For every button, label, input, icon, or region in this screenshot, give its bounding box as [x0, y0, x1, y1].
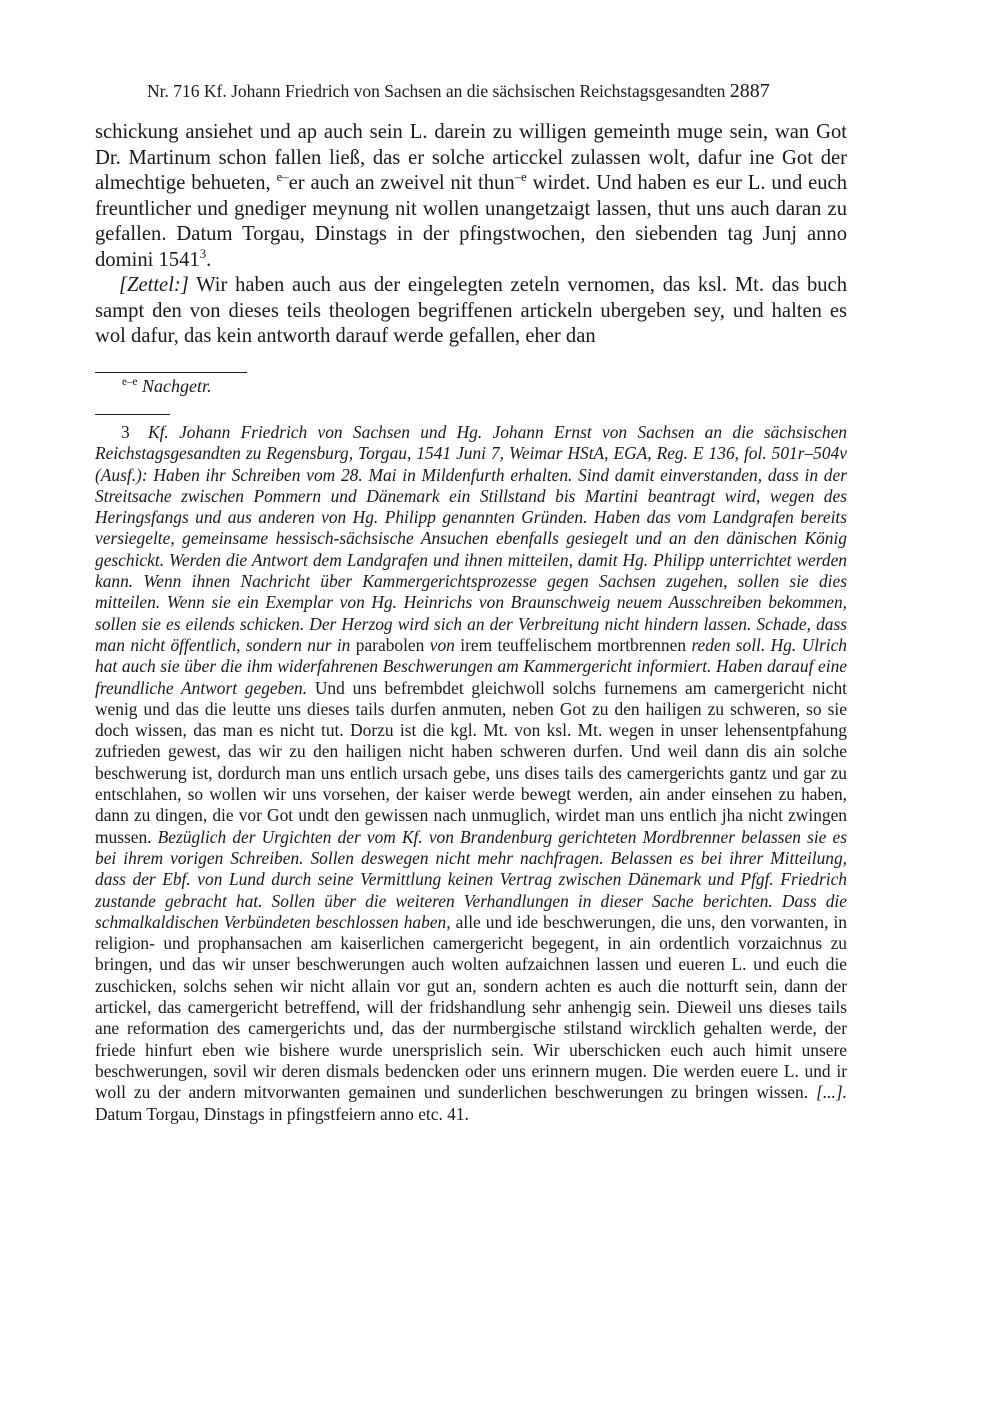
footnote-quote-text: parabolen — [355, 634, 425, 655]
footnote-summary-text: von — [429, 634, 455, 655]
main-text-run: schickung ansiehet und ap auch sein L. darein zu willigen gemeinth muge sein, wan Got Dr. Martinum schon fallen ließ, das er solche articckel zulassen wolt, dafur ine Got der almechtige behueten, — [95, 121, 847, 194]
main-text — [95, 120, 847, 350]
footnote-quote-text: alle und ide beschwerungen, die uns, den vorwanten, in religion- und prophansachen am kaiserlichen camergericht begegent, in ain ordentlich vorzaichnus zu bringen, und das wir unser beschwerungen auch wolten aufzaichnen lassen und eueren L. und euch die zuschicken, solchs sehen wir nicht allain vor gut an, sondern achten es auch die notturft sein, dann der artickel, das camergericht betreffend, will der fridshandlung sehr anhengig sein. Dieweil uns dieses tails ane reformation des camergerichts und, das der nurmbergische stilstand wircklich gehalten werde, der friede hinfurt eben wie bishere wurde unersprislich sein. Wir uberschicken euch auch himit unsere beschwerungen, sovil wir deren dismals bedencken oder uns erinnern mugen. Die werden euere L. und ir woll zu der andern mitvorwanten gemainen und sunderlichen beschwerungen zu bringen wissen. — [95, 911, 847, 1103]
main-paragraph — [95, 120, 847, 273]
variant-mark-open: e– — [276, 170, 289, 185]
main-text-run: wirdet. Und haben es eur L. und euch freuntlicher und gnediger meynung nit wollen unangetzaigt lassen, thut uns auch daran zu gefallen. Datum Torgau, Dinstags in der pfingstwochen, den siebenden tag Junj anno domini 1541 — [95, 172, 847, 271]
footnote-quote-text: irem teuffelischem mortbrennen — [460, 634, 687, 655]
apparatus-note — [122, 376, 211, 397]
apparatus-text: Nachgetr. — [141, 376, 212, 396]
apparatus-rule — [95, 372, 247, 373]
main-text-run: . — [206, 248, 212, 271]
main-text-run: Wir haben auch aus der eingelegten zeteln vernomen, das ksl. Mt. das buch sampt den von dieses teils theologen begriffenen artickeln ubergeben sey, und halten es wol dafur, das kein antworth darauf werde gefallen, eher dan — [95, 274, 847, 347]
footnote-quote-text: Und uns befrembdet gleichwoll solchs furnemens am camergericht nicht wenig und das die leutte uns dieses tails durfen anmuten, neben Got zu den hailigen zu schweren, so sie doch wissen, das man es nicht tut. Dorzu ist die kgl. Mt. von ksl. Mt. wegen in unser lehensentpfahung zufrieden gewest, das wir zu den hailigen nicht haben schweren durfen. Und weil dann dis ain solche beschwerung ist, dordurch man uns entlich ursach gebe, uns dises tails des camergerichts gantz und gar zu entschlahen, so wollen wir uns vorsehen, der kaiser werde bewegt werden, ain ander einsehen zu haben, dann zu dingen, die vor Got undt den gewissen nach unmuglich, wirdet man uns entlich jha nicht zwingen mussen. — [95, 677, 847, 847]
footnote-3 — [95, 422, 847, 1125]
page-number: 2887 — [729, 80, 770, 102]
zettel-paragraph — [95, 273, 847, 350]
footnote-summary-text: Kf. Johann Friedrich von Sachsen und Hg. Johann Ernst von Sachsen an die sächsischen Reichstagsgesandten zu Regensburg, Torgau, 1541 Juni 7, Weimar HStA, EGA, Reg. E 136, fol. 501r–504v (Ausf.): Haben ihr Schreiben vom 28. Mai in Mildenfurth erhalten. Sind damit einverstanden, dass in der Streitsache zwischen Pommern und Dänemark ein Stillstand bis Martini beantragt wird, wegen des Heringsfangs und aus anderen von Hg. Philipp genannten Gründen. Haben das vom Landgrafen bereits versiegelte, gemeinsame hessisch-sächsische Ansuchen ebenfalls gesiegelt und an den dänischen König geschickt. Werden die Antwort dem Landgrafen und ihnen mitteilen, damit Hg. Philipp unterrichtet werden kann. Wenn ihnen Nachricht über Kammergerichtsprozesse gegen Sachsen zugehen, sollen sie dies mitteilen. Wenn sie ein Exemplar von Hg. Heinrichs von Braunschweig neuem Ausschreiben bekommen, sollen sie es eilends schicken. Der Herzog wird sich an der Verbreitung nicht hindern lassen. Schade, dass man nicht öffentlich, sondern nur in — [95, 422, 847, 655]
variant-mark-close: –e — [514, 170, 527, 185]
footnote-summary-text: Bezüglich der Urgichten der vom Kf. von Brandenburg gerichteten Mordbrenner belassen sie es bei ihrem vorigen Schreiben. Sollen deswegen nicht mehr nachfragen. Belassen es bei ihrer Mitteilung, dass der Ebf. von Lund durch seine Vermittlung keinen Vertrag zwischen Dänemark und Pfgf. Friedrich zustande gebracht hat. Sollen über die weiteren Verhandlungen in dieser Sache berichten. Dass die schmalkaldischen Verbündeten beschlossen haben, — [95, 826, 847, 932]
footnote-summary-text: reden soll. Hg. Ulrich hat auch sie über die ihm widerfahrenen Beschwerungen am Kammergericht informiert. Haben darauf eine freundliche Antwort gegeben. — [95, 634, 848, 698]
apparatus-mark: e–e — [122, 376, 138, 388]
omission-mark: [...]. — [816, 1082, 847, 1103]
footnote-number: 3 — [121, 422, 130, 442]
running-title: Nr. 716 Kf. Johann Friedrich von Sachsen an die sächsischen Reichstagsgesandten — [147, 81, 726, 101]
footnote-quote-text: Datum Torgau, Dinstags in pfingstfeiern anno etc. 41. — [95, 1103, 469, 1124]
zettel-label: [Zettel:] — [119, 274, 189, 296]
variant-text: er auch an zweivel nit thun — [288, 172, 515, 194]
footnote-rule — [95, 414, 170, 415]
footnote-reference[interactable]: 3 — [199, 246, 207, 261]
running-header — [147, 80, 847, 103]
